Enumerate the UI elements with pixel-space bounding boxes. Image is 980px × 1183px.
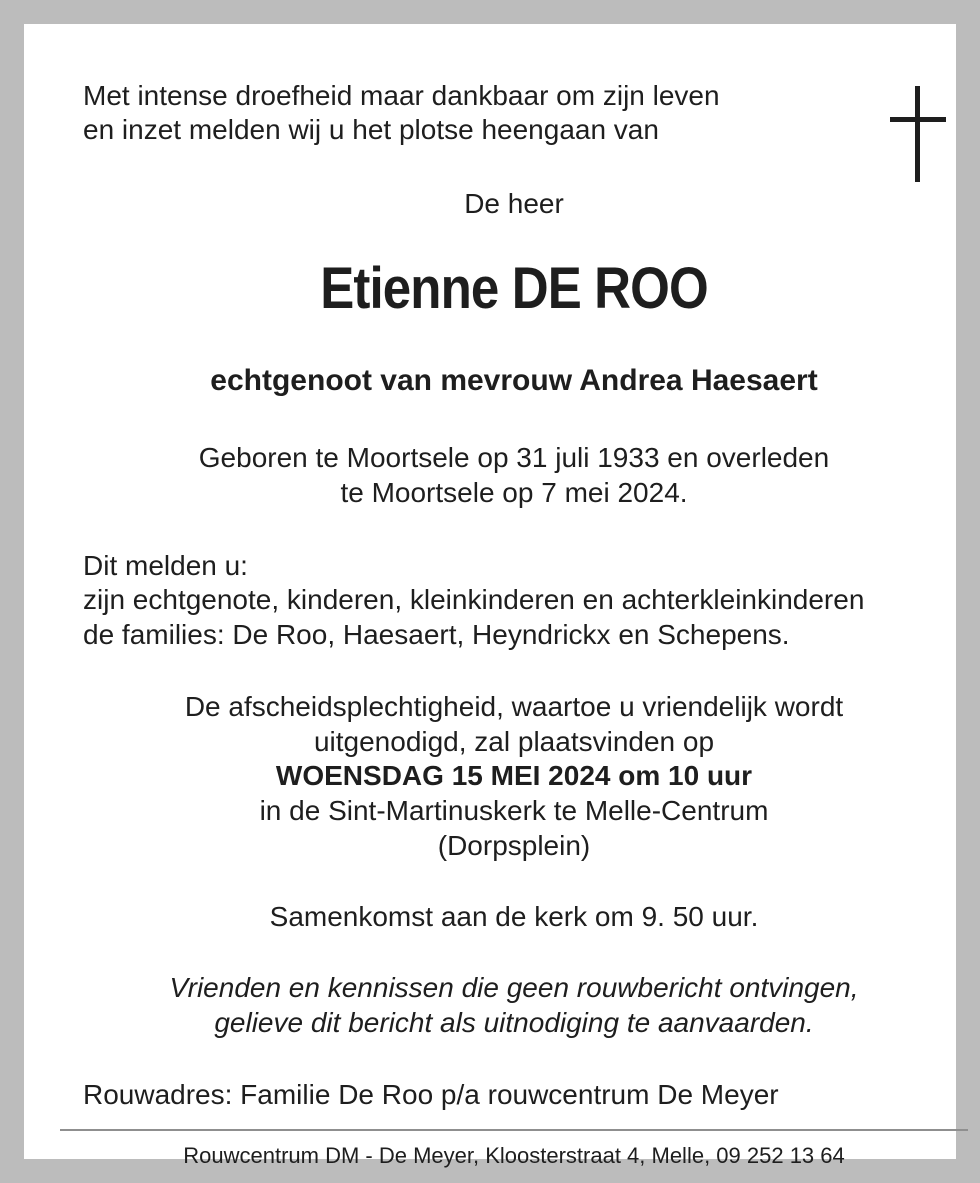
footer-divider (60, 1129, 968, 1131)
intro-line-1: Met intense droefheid maar dankbaar om zijn leven (83, 80, 720, 111)
ceremony-line-2: uitgenodigd, zal plaatsvinden op (313, 726, 715, 757)
invitation-note-line-2: gelieve dit bericht als uitnodiging te aanvaarden. (214, 1007, 814, 1038)
deceased-name: Etienne DE ROO (320, 256, 708, 321)
family-line-2: de families: De Roo, Haesaert, Heyndrickx en Schepens. (83, 619, 790, 650)
invitation-note-line-1: Vrienden en kennissen die geen rouwbericht ontvingen, (169, 972, 859, 1003)
cross-icon (890, 86, 946, 182)
footer-funeral-home: Rouwcentrum DM - De Meyer, Kloosterstraat 4, Melle, 09 252 13 64 (183, 1143, 845, 1168)
gathering-line: Samenkomst aan de kerk om 9. 50 uur. (269, 901, 759, 932)
ceremony-line-1: De afscheidsplechtigheid, waartoe u vriendelijk wordt (184, 691, 844, 722)
birth-death-line-1: Geboren te Moortsele op 31 juli 1933 en overleden (198, 442, 830, 473)
intro-line-2: en inzet melden wij u het plotse heengaan van (83, 114, 659, 145)
birth-death-line-2: te Moortsele op 7 mei 2024. (340, 477, 688, 508)
family-line-1: zijn echtgenote, kinderen, kleinkinderen en achterkleinkinderen (83, 584, 865, 615)
obituary-card (48, 48, 980, 1183)
ceremony-line-3: in de Sint-Martinuskerk te Melle-Centrum (259, 795, 769, 826)
honorific: De heer (464, 188, 564, 219)
mourning-address: Rouwadres: Familie De Roo p/a rouwcentrum De Meyer (83, 1079, 779, 1110)
ceremony-line-4: (Dorpsplein) (437, 830, 591, 861)
ceremony-date: WOENSDAG 15 MEI 2024 om 10 uur (275, 760, 753, 791)
spouse-line: echtgenoot van mevrouw Andrea Haesaert (210, 364, 818, 397)
family-heading: Dit melden u: (83, 550, 248, 581)
